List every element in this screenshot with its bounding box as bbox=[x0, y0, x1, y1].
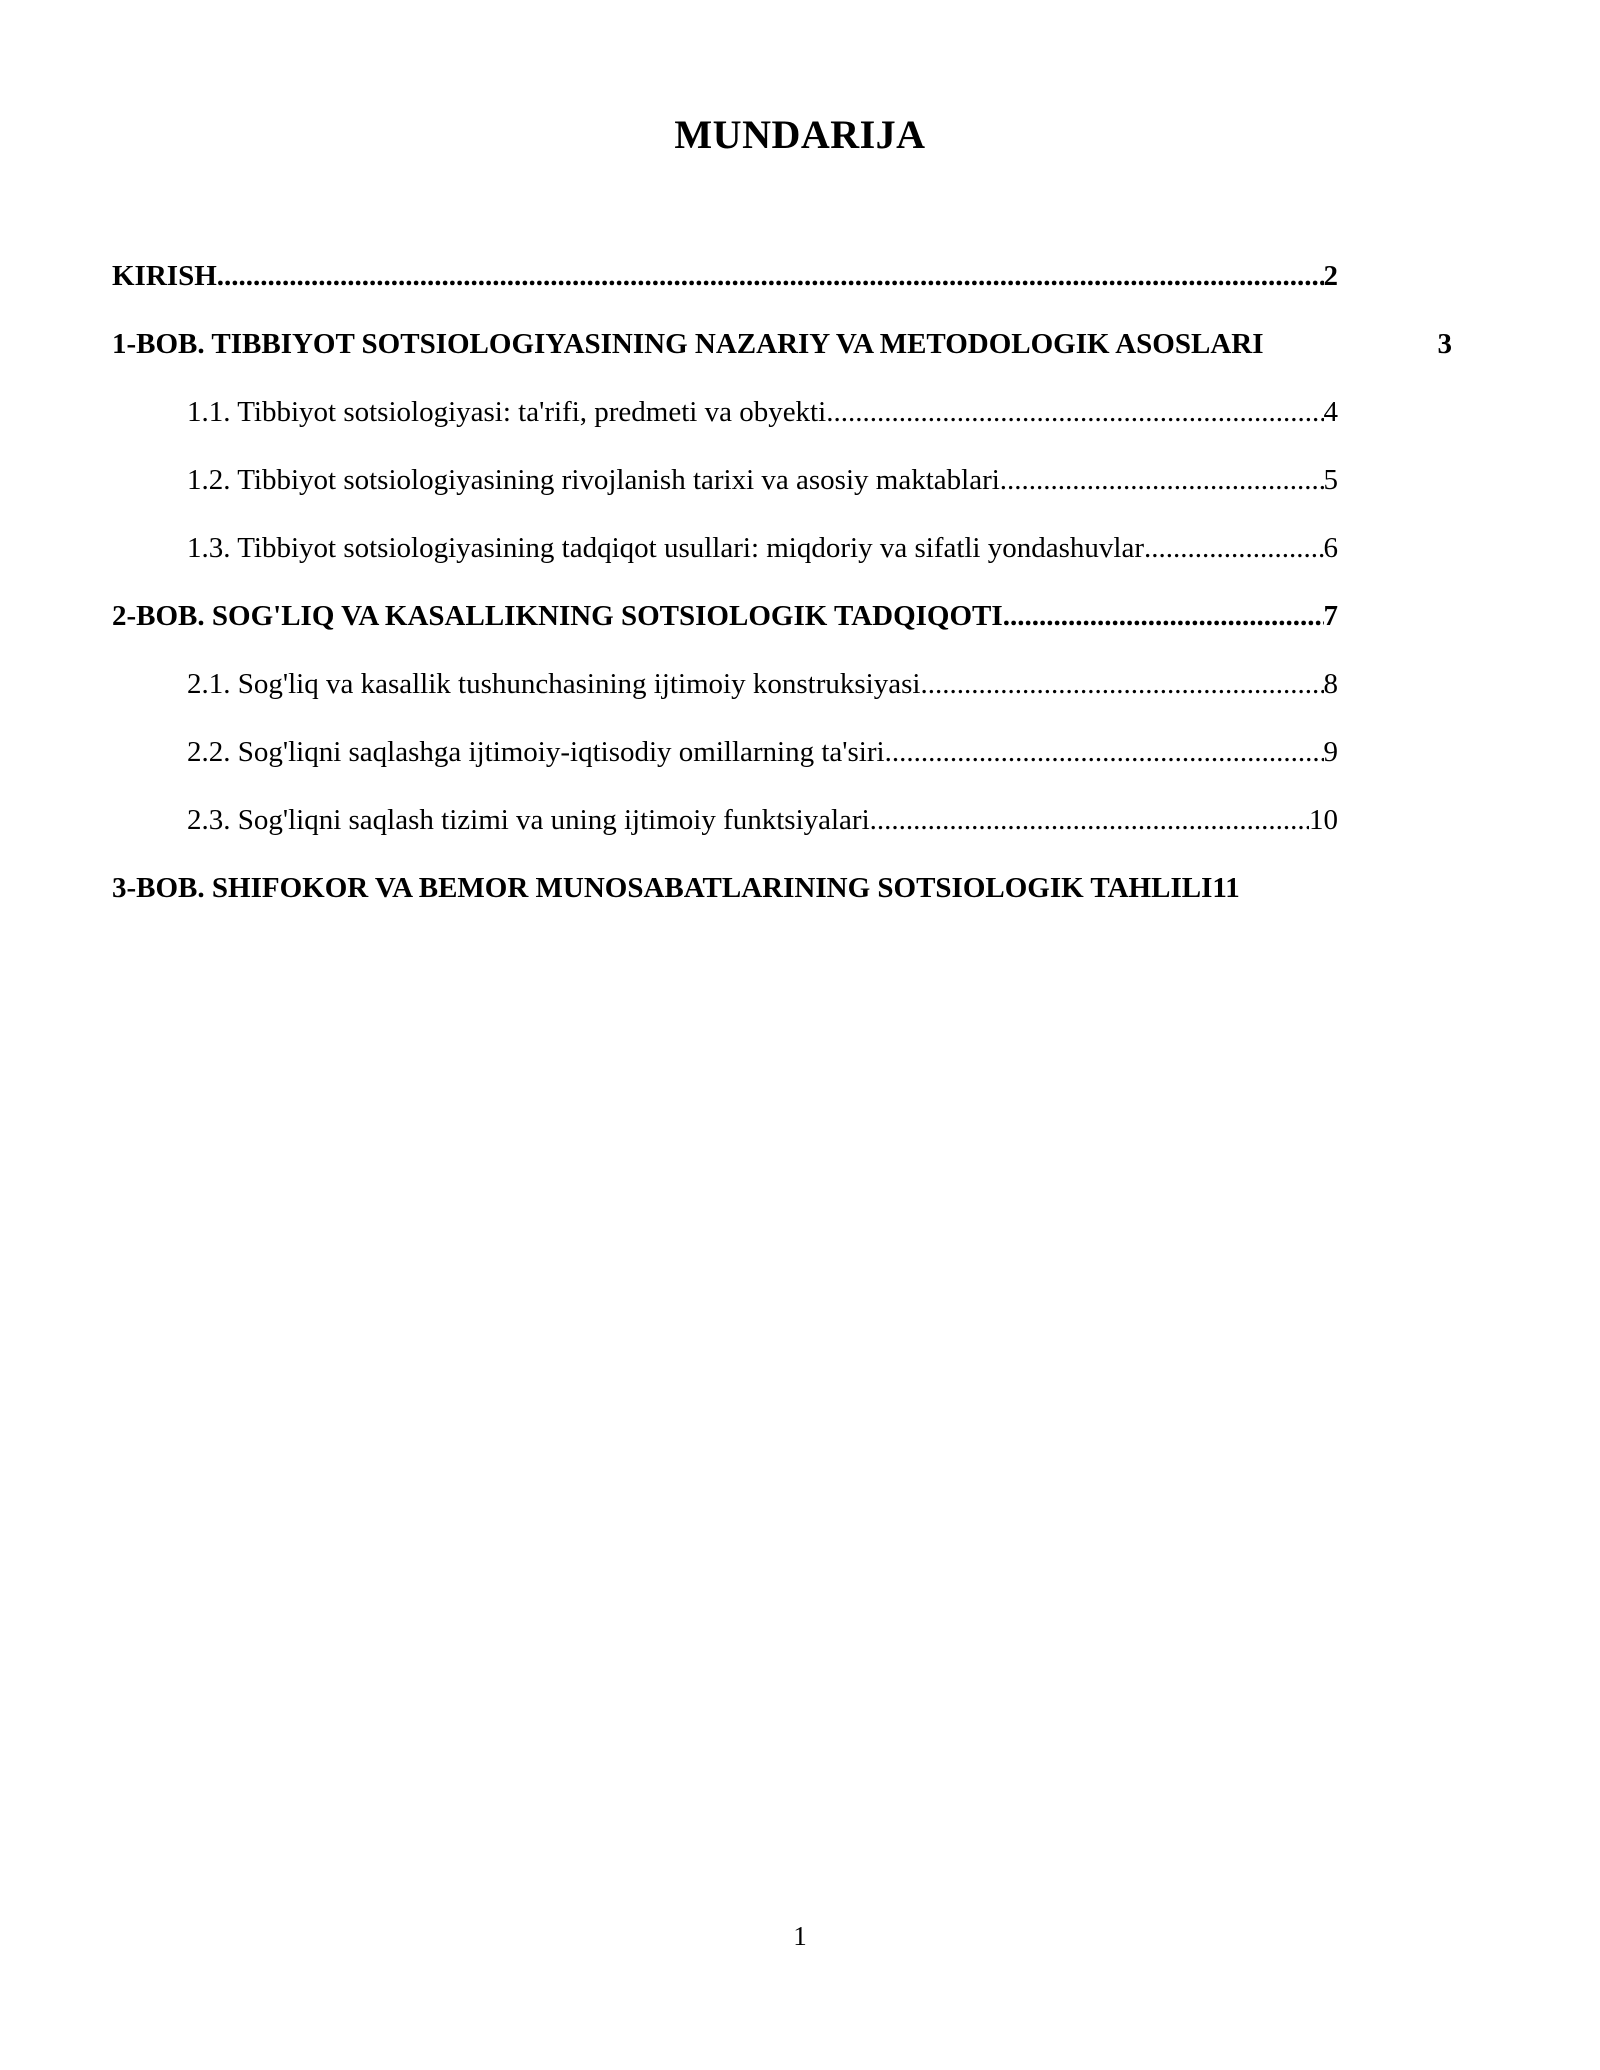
toc-entry-label: KIRISH bbox=[112, 260, 217, 292]
toc-page-number: 9 bbox=[1323, 736, 1338, 768]
dot-leader bbox=[217, 256, 1324, 296]
toc-page-number: 2 bbox=[1323, 260, 1338, 292]
toc-entry-chapter-1[interactable] bbox=[112, 324, 1452, 364]
toc-entry-label: 2.1. Sog'liq va kasallik tushunchasining ijtimoiy konstruksiyasi bbox=[187, 668, 921, 700]
toc-entry-label: 1.2. Tibbiyot sotsiologiyasining rivojlanish tarixi va asosiy maktablari bbox=[187, 464, 1000, 496]
toc-page-number: 11 bbox=[1212, 872, 1240, 904]
toc-entry-section-2-3[interactable] bbox=[187, 800, 1338, 840]
toc-entry-section-1-2[interactable] bbox=[187, 460, 1338, 500]
toc-entry-section-2-2[interactable] bbox=[187, 732, 1338, 772]
toc-page-number: 5 bbox=[1323, 464, 1338, 496]
dot-leader bbox=[885, 732, 1324, 772]
toc-entry-chapter-3[interactable] bbox=[112, 868, 1362, 908]
page-title: MUNDARIJA bbox=[674, 112, 926, 157]
dot-leader bbox=[826, 392, 1323, 432]
dot-leader bbox=[870, 800, 1309, 840]
toc-entry-label: 2.3. Sog'liqni saqlash tizimi va uning ijtimoiy funktsiyalari bbox=[187, 804, 870, 836]
toc-entry-section-2-1[interactable] bbox=[187, 664, 1338, 704]
toc-entry-section-1-1[interactable] bbox=[187, 392, 1338, 432]
toc-entry-kirish[interactable] bbox=[112, 256, 1338, 296]
toc-page-number: 6 bbox=[1323, 532, 1338, 564]
toc-entry-label: 3-BOB. SHIFOKOR VA BEMOR MUNOSABATLARINING SOTSIOLOGIK TAHLILI bbox=[112, 872, 1213, 904]
toc-entry-label: 1-BOB. TIBBIYOT SOTSIOLOGIYASINING NAZARIY VA METODOLOGIK ASOSLARI bbox=[112, 328, 1264, 360]
toc-page-number: 3 bbox=[1437, 328, 1452, 360]
toc-entry-label: 2-BOB. SOG'LIQ VA KASALLIKNING SOTSIOLOGIK TADQIQOTI bbox=[112, 600, 1003, 632]
dot-leader bbox=[1144, 528, 1324, 568]
toc-page-number: 7 bbox=[1323, 600, 1338, 632]
toc-entry-chapter-2[interactable] bbox=[112, 596, 1338, 636]
dot-leader bbox=[1000, 460, 1324, 500]
toc-entry-label: 2.2. Sog'liqni saqlashga ijtimoiy-iqtisodiy omillarning ta'siri bbox=[187, 736, 885, 768]
toc-entry-section-1-3[interactable] bbox=[187, 528, 1338, 568]
dot-leader bbox=[1003, 596, 1324, 636]
toc-entry-label: 1.3. Tibbiyot sotsiologiyasining tadqiqot usullari: miqdoriy va sifatli yondashuvlar bbox=[187, 532, 1144, 564]
toc-page-number: 10 bbox=[1309, 804, 1338, 836]
dot-leader bbox=[920, 664, 1323, 704]
page-number: 1 bbox=[793, 1921, 807, 1951]
toc-page-number: 8 bbox=[1323, 668, 1338, 700]
toc-page-number: 4 bbox=[1323, 396, 1338, 428]
toc-entry-label: 1.1. Tibbiyot sotsiologiyasi: ta'rifi, predmeti va obyekti bbox=[187, 396, 827, 428]
